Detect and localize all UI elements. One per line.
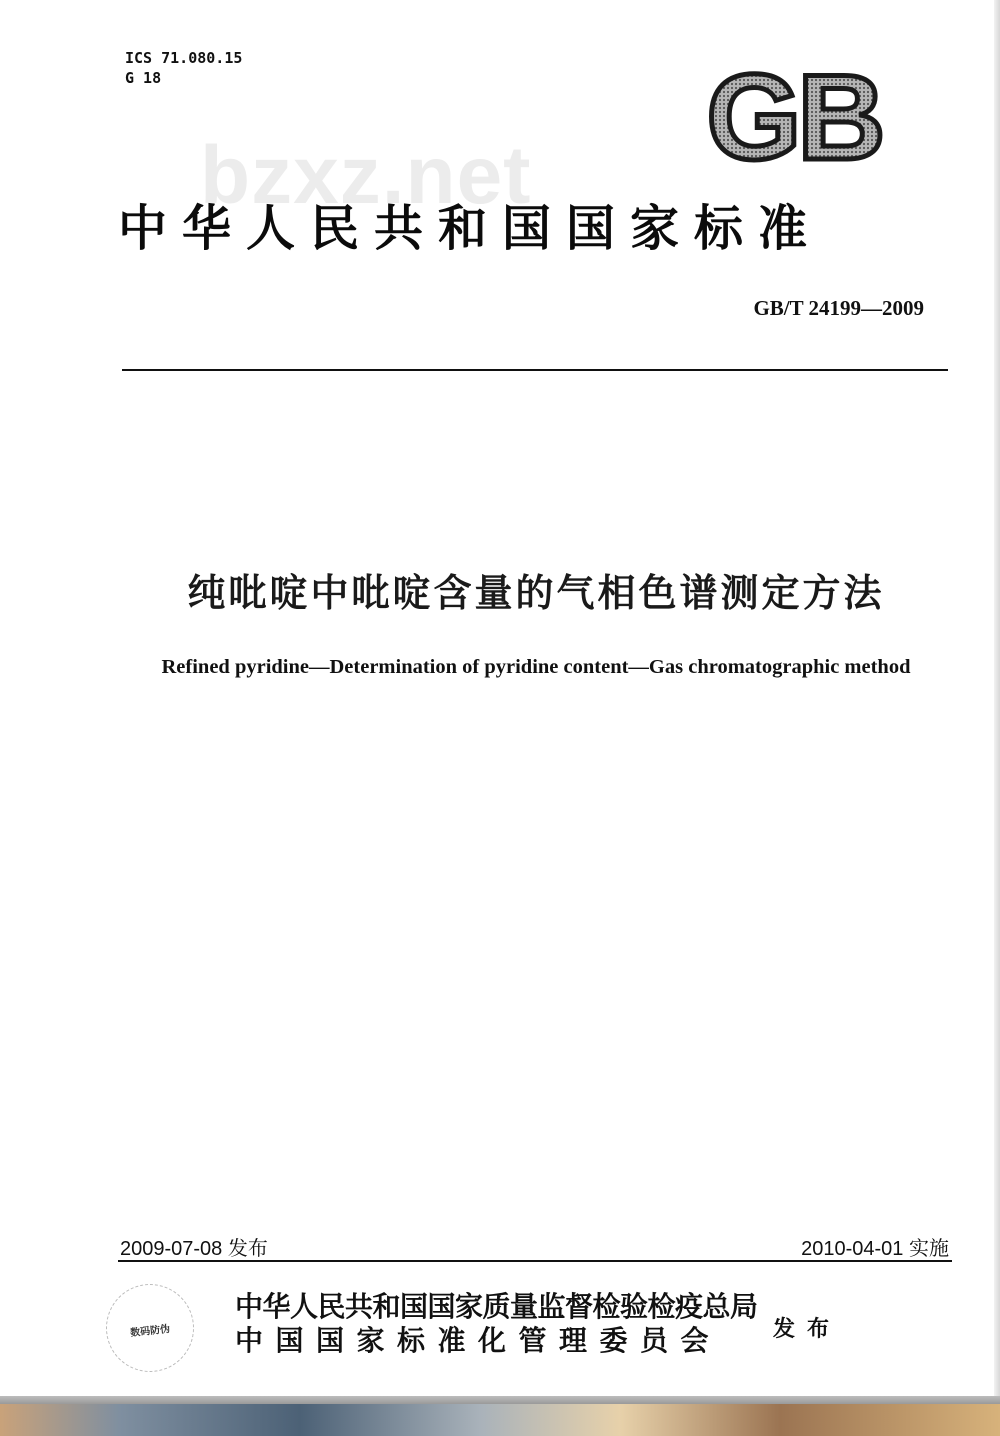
gb-logo-icon: [694, 62, 894, 170]
issuing-authorities: [235, 1290, 758, 1358]
page-edge: [994, 0, 1000, 1400]
classification-codes: [125, 48, 242, 88]
issue-date: 2009-07-08 发布: [120, 1238, 268, 1260]
background-strip: [0, 1404, 1000, 1436]
seal-label: 数码防伪: [129, 1323, 171, 1340]
footer-divider: [118, 1260, 952, 1262]
header-divider: [122, 369, 948, 371]
anti-counterfeit-seal-icon: [106, 1284, 194, 1372]
ccs-code: G 18: [125, 69, 162, 87]
gb-logo-text: GB: [706, 62, 882, 170]
standard-category-title: 中华人民共和国国家标准: [118, 199, 823, 257]
ics-code: ICS 71.080.15: [125, 49, 243, 67]
issuer-aqsiq: 中华人民共和国国家质量监督检验检疫总局: [235, 1290, 758, 1323]
issuer-sac: 中国国家标准化管理委员会: [235, 1324, 722, 1357]
document-title-chinese: 纯吡啶中吡啶含量的气相色谱测定方法: [187, 571, 885, 615]
page-shadow: [0, 1396, 1000, 1404]
issue-verb: 发布: [773, 1317, 842, 1342]
watermark-text: bzxz.net: [200, 130, 532, 221]
implementation-date: 2010-04-01 实施: [801, 1238, 949, 1260]
standard-number: GB/T 24199—2009: [753, 296, 924, 320]
document-title-english: Refined pyridine—Determination of pyridine content—Gas chromatographic method: [161, 656, 911, 678]
